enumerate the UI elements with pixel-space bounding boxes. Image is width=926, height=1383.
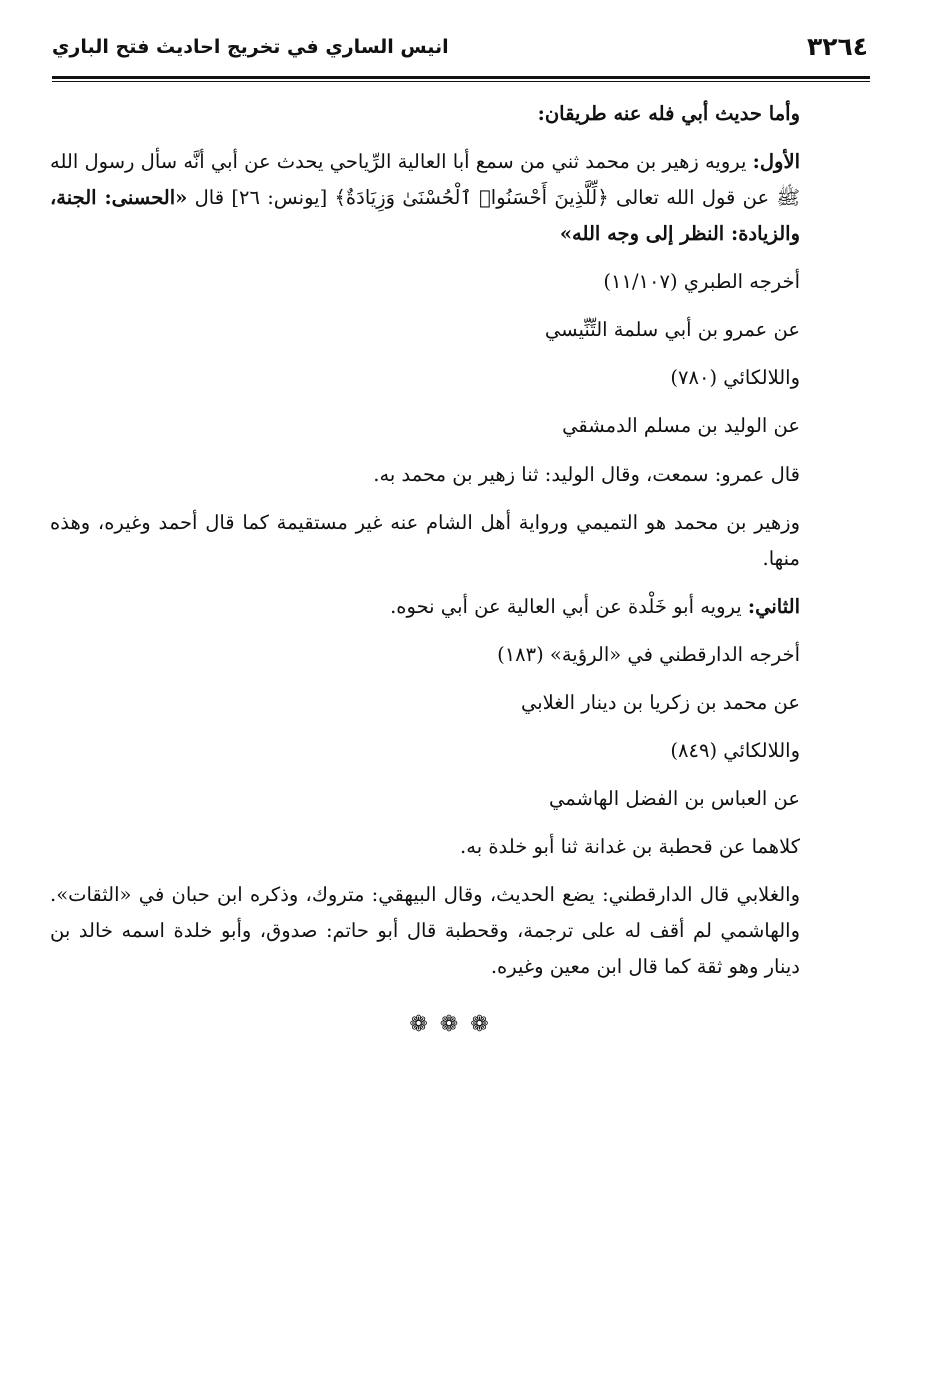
- second-route-paragraph: [50, 589, 860, 625]
- second-route-text: يرويه أبو خَلْدة عن أبي العالية عن أبي نحوه.: [390, 594, 748, 618]
- takhrij-line: كلاهما عن قحطبة بن غدانة ثنا أبو خلدة به.: [460, 835, 800, 858]
- takhrij-line: عن الوليد بن مسلم الدمشقي: [562, 414, 800, 438]
- intro-line: وأما حديث أبي فله عنه طريقان:: [537, 102, 800, 125]
- quran-verse: ﴿لِّلَّذِينَ أَحْسَنُوا۟ ٱلْحُسْنَىٰ وَزِيَادَةٌ﴾: [334, 186, 609, 210]
- final-paragraph: والغلابي قال الدارقطني: يضع الحديث، وقال البيهقي: متروك، وذكره ابن حبان في «الثقات». والهاشمي لم أقف له على ترجمة، وقحطبة قال أبو حاتم: صدوق، وأبو خلدة اسمه خالد بن دينار وهو ثقة كما قال ابن معين وغيره.: [50, 883, 800, 979]
- zuhair-paragraph: وزهير بن محمد هو التميمي ورواية أهل الشام عنه غير مستقيمة كما قال أحمد وغيره، وهذه منها.: [50, 510, 800, 570]
- first-route-text-b: [يونس: ٢٦] قال: [187, 186, 335, 210]
- takhrij-line: واللالكائي (٨٤٩): [670, 738, 800, 762]
- running-title: انيس الساري في تخريج احاديث فتح الباري: [52, 36, 449, 58]
- page-header: [52, 26, 868, 76]
- takhrij-line: عن العباس بن الفضل الهاشمي: [549, 786, 800, 810]
- first-route-text-a: يرويه زهير بن محمد ثني من سمع أبا العالية الرِّياحي يحدث عن أبي أنَّه سأل رسول الله ﷺ عن قول الله تعالى: [50, 150, 801, 210]
- page-body: [50, 96, 860, 1046]
- hadith-saying: «الحسنى: الجنة، والزيادة: النظر إلى وجه الله»: [50, 186, 800, 246]
- takhrij-line: عن محمد بن زكريا بن دينار الغلابي: [520, 690, 800, 714]
- takhrij-line: واللالكائي (٧٨٠): [670, 366, 800, 390]
- takhrij-line: عن عمرو بن أبي سلمة التِّنِّيسي: [544, 318, 800, 342]
- header-rule: [52, 76, 870, 79]
- second-route-label: الثاني:: [747, 594, 800, 618]
- section-end-ornaments: ❁❁❁: [409, 1012, 501, 1038]
- header-rule-thin: [52, 81, 870, 82]
- takhrij-line: أخرجه الدارقطني في «الرؤية» (١٨٣): [497, 642, 800, 666]
- takhrij-line: قال عمرو: سمعت، وقال الوليد: ثنا زهير بن محمد به.: [373, 462, 800, 486]
- first-route-paragraph: [50, 144, 860, 252]
- page-number: ٣٢٦٤: [806, 32, 868, 61]
- first-route-label: الأول:: [752, 150, 800, 174]
- takhrij-line: أخرجه الطبري (١١/١٠٧): [603, 270, 800, 294]
